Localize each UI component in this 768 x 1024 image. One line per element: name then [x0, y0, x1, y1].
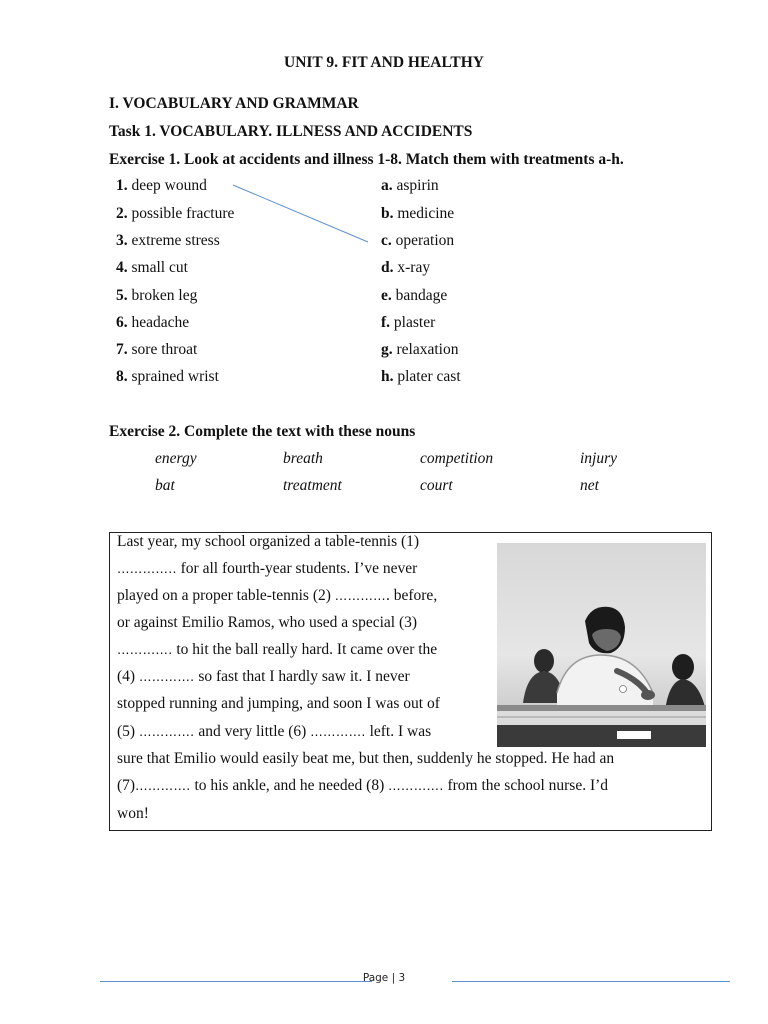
list-item: 5. broken leg — [116, 287, 198, 304]
section-title: I. VOCABULARY AND GRAMMAR — [109, 95, 359, 112]
passage-line: won! — [117, 805, 149, 822]
passage-line: ………….. for all fourth-year students. I’ve never — [117, 560, 418, 577]
passage-line: (5) …………. and very little (6) …………. left. I was — [117, 723, 432, 740]
passage-line: or against Emilio Ramos, who used a special (3) — [117, 614, 418, 631]
list-item: d. x-ray — [381, 259, 431, 276]
word-bank-item: bat — [155, 477, 175, 494]
blank-1: ………….. — [117, 561, 177, 576]
blank-7: …………. — [135, 778, 191, 793]
word-bank-item: court — [420, 477, 453, 494]
passage-line: (4) …………. so fast that I hardly saw it. I never — [117, 668, 410, 685]
word-bank-item: competition — [420, 450, 494, 467]
list-item: 7. sore throat — [116, 341, 198, 358]
passage-line: …………. to hit the ball really hard. It came over the — [117, 641, 438, 658]
word-bank-item: energy — [155, 450, 197, 467]
list-item: b. medicine — [381, 205, 455, 222]
passage-line: stopped running and jumping, and soon I was out of — [117, 695, 440, 712]
list-item: 8. sprained wrist — [116, 368, 219, 385]
exercise1-instruction: Exercise 1. Look at accidents and illness 1-8. Match them with treatments a-h. — [109, 151, 624, 168]
passage-line: Last year, my school organized a table-tennis (1) — [117, 533, 420, 550]
blank-3: …………. — [117, 642, 173, 657]
unit-title: UNIT 9. FIT AND HEALTHY — [284, 54, 484, 71]
passage-line: (7)…………. to his ankle, and he needed (8) …………. from the school nurse. I’d — [117, 777, 609, 794]
blank-6: …………. — [310, 724, 366, 739]
page-number: Page | 3 — [362, 972, 406, 984]
blank-4: …………. — [138, 669, 195, 684]
list-item: e. bandage — [381, 287, 448, 304]
list-item: h. plater cast — [381, 368, 461, 385]
passage-line: sure that Emilio would easily beat me, but then, suddenly he stopped. He had an — [117, 750, 615, 767]
blank-5: …………. — [138, 724, 195, 739]
list-item: 2. possible fracture — [116, 205, 235, 222]
list-item: a. aspirin — [381, 177, 439, 194]
list-item: f. plaster — [381, 314, 436, 331]
blank-2: ………… — [334, 588, 386, 603]
word-bank-item: breath — [283, 450, 323, 467]
list-item: g. relaxation — [381, 341, 459, 358]
exercise2-instruction: Exercise 2. Complete the text with these nouns — [109, 423, 416, 440]
passage-line: played on a proper table-tennis (2) …………. before, — [117, 587, 438, 604]
table-tennis-photo — [497, 543, 706, 747]
list-item: 6. headache — [116, 314, 190, 331]
word-bank-item: treatment — [283, 477, 342, 494]
list-item: c. operation — [381, 232, 455, 249]
task-title: Task 1. VOCABULARY. ILLNESS AND ACCIDENTS — [109, 123, 473, 140]
matching-line — [0, 0, 768, 300]
word-bank-item: injury — [580, 450, 618, 467]
list-item: 4. small cut — [116, 259, 188, 276]
list-item: 1. deep wound — [116, 177, 207, 194]
list-item: 3. extreme stress — [116, 232, 220, 249]
word-bank-item: net — [580, 477, 599, 494]
blank-8: …………. — [388, 778, 444, 793]
